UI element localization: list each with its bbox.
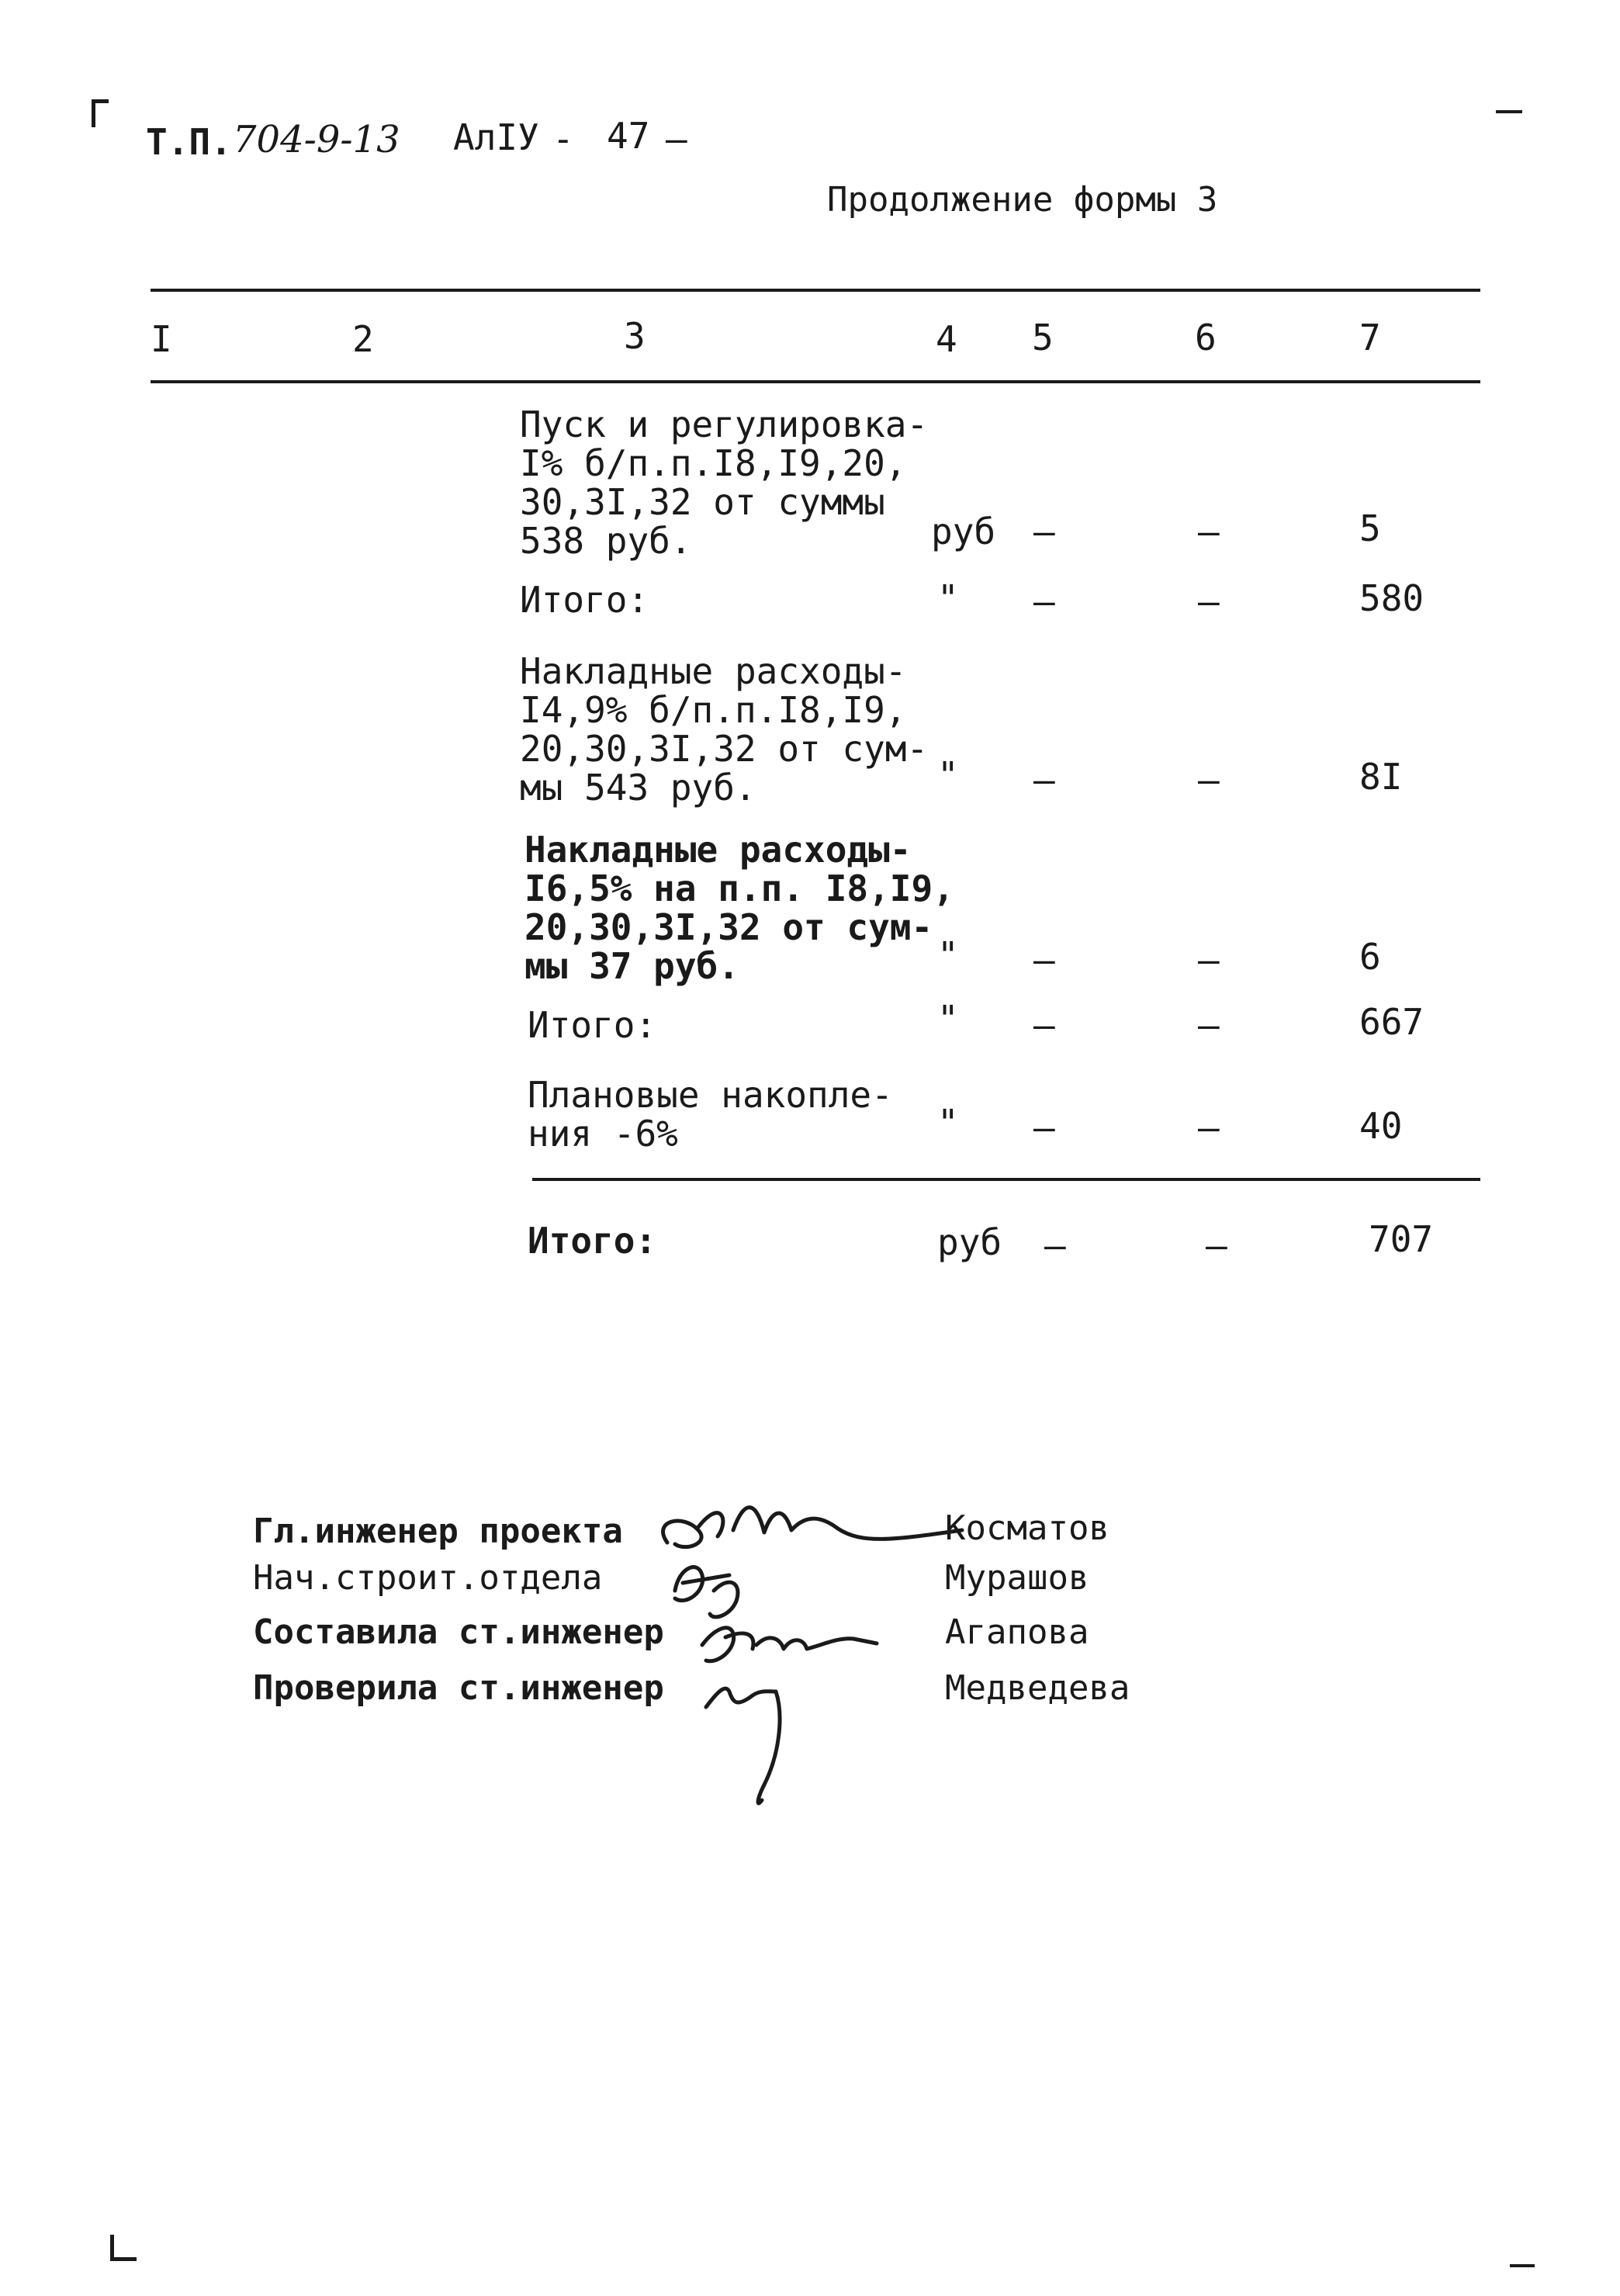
table-cell-col5: – bbox=[1033, 1004, 1055, 1046]
signature-chief-engineer bbox=[663, 1508, 962, 1547]
table-cell-unit: " bbox=[937, 1102, 959, 1144]
col-header-1: I bbox=[151, 318, 172, 360]
col-header-6: 6 bbox=[1195, 317, 1217, 358]
total-unit: руб bbox=[937, 1221, 1002, 1263]
col-header-5: 5 bbox=[1032, 317, 1054, 358]
total-col5: – bbox=[1044, 1224, 1066, 1266]
signature-name: Медведева bbox=[945, 1668, 1130, 1708]
table-cell-col5: – bbox=[1033, 580, 1055, 622]
signature-name: Мурашов bbox=[945, 1558, 1089, 1598]
table-row-text: Пуск и регулировка- I% б/п.п.I8,I9,20, 30,3I,32 от суммы 538 руб. bbox=[520, 403, 929, 562]
signature-compiler bbox=[702, 1628, 877, 1661]
table-cell-col6: – bbox=[1198, 1106, 1220, 1148]
col-header-7: 7 bbox=[1359, 317, 1381, 358]
table-cell-unit: " bbox=[937, 998, 959, 1040]
table-cell-unit: руб bbox=[931, 511, 996, 552]
table-cell-col7: 8I bbox=[1359, 756, 1403, 798]
continuation-label: Продолжение формы 3 bbox=[827, 180, 1218, 220]
table-cell-col6: – bbox=[1198, 759, 1220, 801]
table-row-text: Накладные расходы- I6,5% на п.п. I8,I9, 20,30,3I,32 от сум- мы 37 руб. bbox=[524, 829, 954, 987]
signature-role: Составила ст.инженер bbox=[253, 1612, 664, 1652]
table-cell-col5: – bbox=[1033, 1106, 1055, 1148]
total-label: Итого: bbox=[528, 1220, 657, 1262]
col-header-3: 3 bbox=[624, 315, 646, 357]
table-cell-col7: 40 bbox=[1359, 1105, 1403, 1147]
col-header-2: 2 bbox=[352, 318, 374, 360]
table-cell-unit: " bbox=[937, 577, 959, 619]
total-col7: 707 bbox=[1369, 1218, 1434, 1260]
table-cell-col7: 6 bbox=[1359, 936, 1381, 978]
table-cell-col5: – bbox=[1033, 939, 1055, 981]
signature-role: Нач.строит.отдела bbox=[253, 1558, 603, 1598]
signature-checker bbox=[706, 1688, 780, 1803]
header-album: АлIУ bbox=[453, 116, 539, 158]
table-row-text: Итого: bbox=[520, 579, 649, 621]
table-cell-unit: " bbox=[937, 754, 959, 796]
table-cell-col6: – bbox=[1198, 1004, 1220, 1046]
table-cell-col6: – bbox=[1198, 511, 1220, 552]
signature-name: Агапова bbox=[945, 1612, 1089, 1652]
signature-role: Проверила ст.инженер bbox=[253, 1668, 664, 1708]
header-tp-number: 704-9-13 bbox=[233, 118, 400, 161]
header-dash-2: — bbox=[666, 118, 687, 160]
table-row-text: Плановые накопле- ния -6% bbox=[528, 1074, 893, 1155]
signature-dept-head bbox=[675, 1567, 738, 1617]
col-header-4: 4 bbox=[936, 318, 957, 360]
table-cell-col5: – bbox=[1033, 511, 1055, 552]
total-col6: – bbox=[1206, 1224, 1227, 1266]
header-tp-prefix: Т.П. bbox=[146, 121, 232, 163]
signature-role: Гл.инженер проекта bbox=[253, 1512, 623, 1551]
table-cell-col5: – bbox=[1033, 759, 1055, 801]
table-cell-col7: 580 bbox=[1359, 577, 1424, 619]
header-dash-1: - bbox=[552, 118, 574, 160]
header-page-number: 47 bbox=[607, 115, 650, 157]
table-cell-col6: – bbox=[1198, 939, 1220, 981]
table-cell-col7: 5 bbox=[1359, 507, 1381, 549]
table-row-text: Итого: bbox=[528, 1004, 657, 1046]
table-cell-unit: " bbox=[937, 934, 959, 976]
table-cell-col7: 667 bbox=[1359, 1001, 1424, 1043]
table-cell-col6: – bbox=[1198, 580, 1220, 622]
signature-name: Косматов bbox=[945, 1508, 1109, 1548]
table-row-text: Накладные расходы- I4,9% б/п.п.I8,I9, 20,30,3I,32 от сум- мы 543 руб. bbox=[520, 650, 929, 809]
